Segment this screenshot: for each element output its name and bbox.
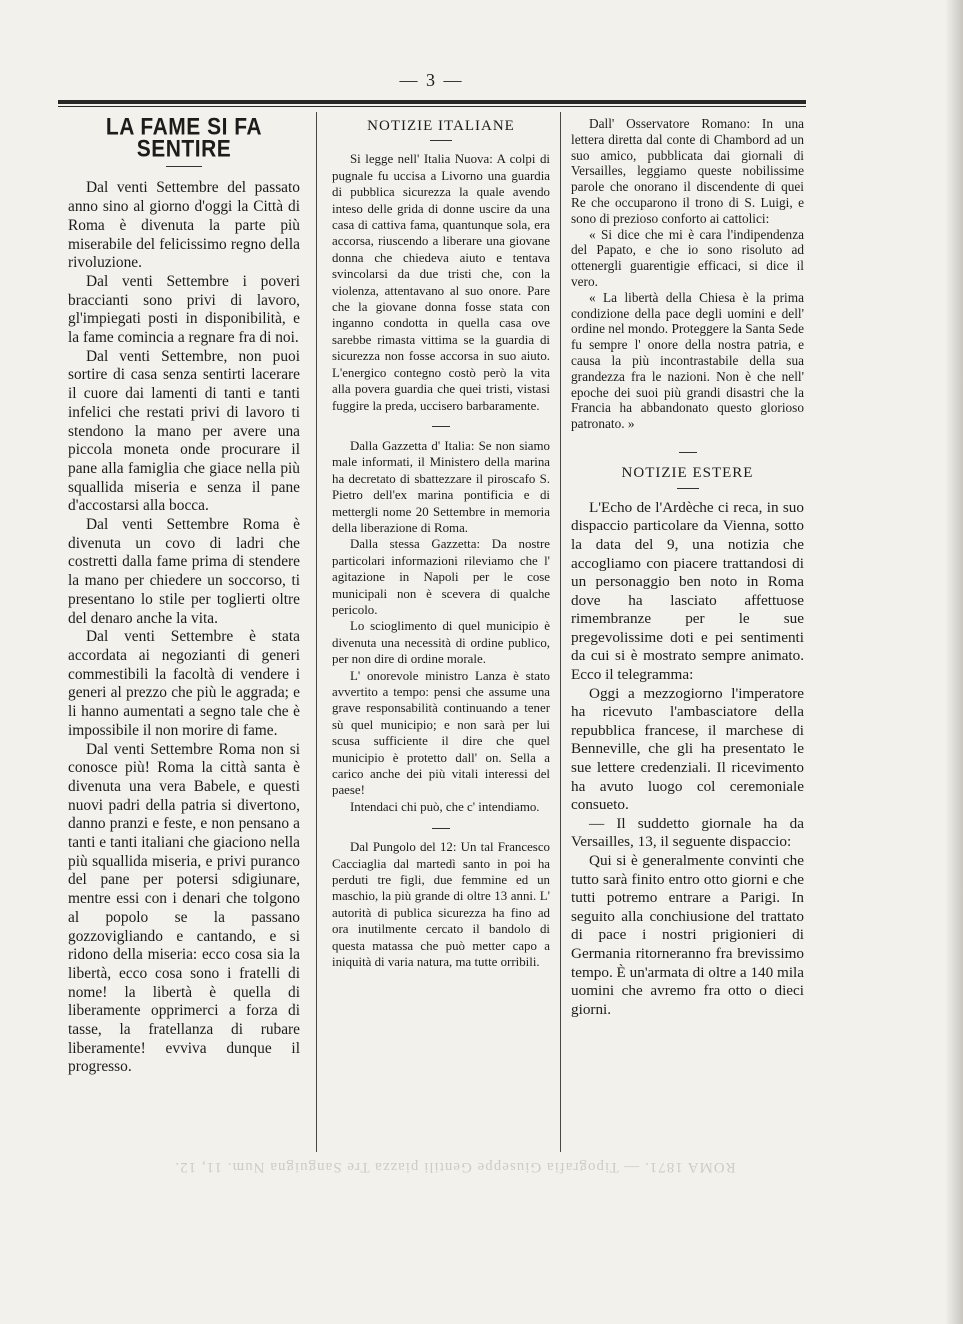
paragraph: « Si dice che mi è cara l'indipendenza del Papato, e che io sono risoluto ad ottenergli guarentigie efficaci, si dice il vero. bbox=[571, 226, 804, 289]
section-title-notizie-italiane: NOTIZIE ITALIANE bbox=[367, 118, 515, 134]
paragraph: Dalla Gazzetta d' Italia: Se non siamo male informati, il Ministero della marina ha decretato di sbattezzare il piroscafo S. Pietro dell'ex marina pontificia e di mettergli nome 20 Settembre in memoria della liberazione di Roma. bbox=[332, 438, 550, 535]
paragraph: L'Echo de l'Ardèche ci reca, in suo dispaccio particolare da Vienna, sotto la data del 9, una notizia che accogliamo con piacere trattandosi di un personaggio ben noto in Roma dove ha lasciato affettuose rimembranze per le sue pregevolissime doti e pei sentimenti da cui si è mostrato sempre animato. Ecco il telegramma: bbox=[571, 498, 804, 684]
header-rule-thick bbox=[58, 100, 806, 104]
paragraph: Dal Pungolo del 12: Un tal Francesco Cacciaglia dal martedì santo in poi ha perduti tre figli, due femmine ed un maschio, la più grande di oltre 13 anni. L' autorità di publica sicurezza ha fino ad ora inutilmente cercato il bandolo di questa matassa che può metter capo a iniquità di varia natura, ma tutte orribili. bbox=[332, 840, 550, 970]
title-separator bbox=[677, 488, 699, 489]
paragraph: Dalla stessa Gazzetta: Da nostre particolari informazioni rileviamo che l' agitazione in Napoli per le cose municipali non è scevera di qualche pericolo. bbox=[332, 537, 550, 617]
column-divider-2 bbox=[560, 112, 561, 1152]
paragraph: Qui si è generalmente convinti che tutto sarà finito entro otto giorni e che tutti potremo entrare a Parigi. In seguito alla conchiusione del trattato di pace i nostri prigionieri di Germania ritorneranno fra brevissimo tempo. È un'armata di oltre a 140 mila uomini che avremo fra otto o dieci giorni. bbox=[571, 852, 805, 1018]
paragraph: Dal venti Settembre è stata accordata ai negozianti di generi commestibili la facoltà di vendere i generi al prezzo che più le aggrada; e li hanno aumentati a segno tale che è impossibile il non morire di fame. bbox=[68, 628, 300, 739]
column-1 bbox=[68, 113, 300, 1077]
separator bbox=[332, 420, 550, 432]
printer-imprint-bleed: ROMA 1871. — Tipografia Giuseppe Gentili piazza Tre Sanguigna Num. 11, 12. bbox=[174, 1159, 736, 1175]
paragraph: Dal venti Settembre Roma è divenuta un covo di ladri che costretti dalla fame prima di stendere la mano per chiedere un soccorso, ti presentano lo stile per toglierti oltre del denaro anche la vita. bbox=[68, 516, 300, 627]
paragraph: Si legge nell' Italia Nuova: A colpi di pugnale fu uccisa a Livorno una guardia di pubblica sicurezza la quale avendo inteso delle grida di donne uscire da una casa di cattiva fama, quantunque sola, era accorsa, riuscendo a liberare una giovane donna che chiedeva aiuto e tentava svincolarsi da due tristi che, con la violenza, attentavano al suo onore. Pare che la giovane donna fosse stata con inganno condotta in quella casa ove sarebbe rimasta vittima se la guardia di sicurezza non fosse accorsa in suo aiuto. L'energico contegno costò però la vita alla povera guardia che quei tristi, vistasi fuggire la preda, uccisero barbaramente. bbox=[332, 152, 550, 413]
column-2 bbox=[332, 116, 550, 971]
paragraph: Dal venti Settembre i poveri braccianti sono privi di lavoro, gl'impiegati posti in disponibilità, e la fame comincia a regnare fra di noi. bbox=[68, 272, 300, 347]
paragraph: Intendaci chi può, che c' intendiamo. bbox=[350, 799, 540, 814]
paragraph: « La libertà della Chiesa è la prima condizione della pace degli uomini e dell' ordine nel mondo. Proteggere la Santa Sede fu sempre l' onore della nostra patria, e causa la più incontrastabile della sua grandezza fra le nazioni. Non è che nell' epoche dei suoi più grandi disastri che la Francia ha abbandonato questo glorioso patronato. » bbox=[571, 289, 805, 432]
paragraph: Oggi a mezzogiorno l'imperatore ha ricevuto l'ambasciatore della repubblica francese, il marchese di Benneville, che gli ha presentato le sue lettere credenziali. Il ricevimento ha avuto luogo col ceremoniale consueto. bbox=[571, 684, 804, 814]
title-separator bbox=[430, 140, 452, 141]
page-number: — 3 — bbox=[399, 70, 464, 90]
article-title-la-fame: LA FAME SI FA SENTIRE bbox=[105, 113, 263, 162]
paragraph: Dal venti Settembre del passato anno sino al giorno d'oggi la Città di Roma è divenuta la parte più miserabile del felicissimo regno della rivoluzione. bbox=[68, 179, 300, 272]
paragraph: Dall' Osservatore Romano: In una lettera diretta dal conte di Chambord ad un suo amico, pubblicata dai giornali di Versailles, leggiamo queste nobilissime parole che onorano il discendente di quei Re che occuparono il trono di S. Luigi, e sono di prezioso conforto ai cattolici: bbox=[571, 116, 804, 226]
header-rule-thin bbox=[58, 106, 806, 107]
section-title-notizie-estere: NOTIZIE ESTERE bbox=[621, 464, 754, 481]
paragraph: Lo scioglimento di quel municipio è divenuta una necessità di ordine publico, per non dire di ordine morale. bbox=[332, 619, 550, 667]
page-edge-shadow bbox=[945, 0, 963, 1324]
paragraph: — Il suddetto giornale ha da Versailles, 13, il seguente dispaccio: bbox=[571, 814, 804, 851]
column-divider-1 bbox=[316, 112, 317, 1152]
paragraph: L' onorevole ministro Lanza è stato avvertito a tempo: pensi che assume una grave responsabilità continuando a tener sù quel municipio; e non sarà per lui scusa sufficiente il dire che quel municipio è protetto dall' on. Sella a carico anche dei più vitali interessi del paese! bbox=[332, 668, 550, 798]
separator bbox=[332, 821, 550, 833]
paragraph: Dal venti Settembre, non puoi sortire di casa senza sentirti lacerare il cuore dai lamenti di tanti e tanti infelici che restati privi di lavoro ti stendono la mano per avere una piccola moneta onde procurare il pane alla famiglia che giace nella più squallida miseria e senza il pane d'accostarsi alla bocca. bbox=[68, 347, 300, 515]
column-3 bbox=[571, 116, 804, 1019]
paragraph: Dal venti Settembre Roma non si conosce più! Roma la città santa è divenuta una vera Babele, e questi nuovi padri della patria si divertono, danno pranzi e feste, e non pensano a tanti e tanti italiani che giaciono nella più squallida miseria, e privi puranco del pane per potersi sdigiunare, mentre essi con i denari che tolgono al popolo se la passano gozzovigliando e cantando, e si ridono della miseria: ecco cosa sia la libertà, ecco cosa sono i fratelli di nome! la libertà è quella di liberamente opprimerci a forza di tasse, la fratellanza di rubare liberamente! evviva dunque il progresso. bbox=[68, 740, 300, 1076]
separator bbox=[571, 446, 804, 458]
